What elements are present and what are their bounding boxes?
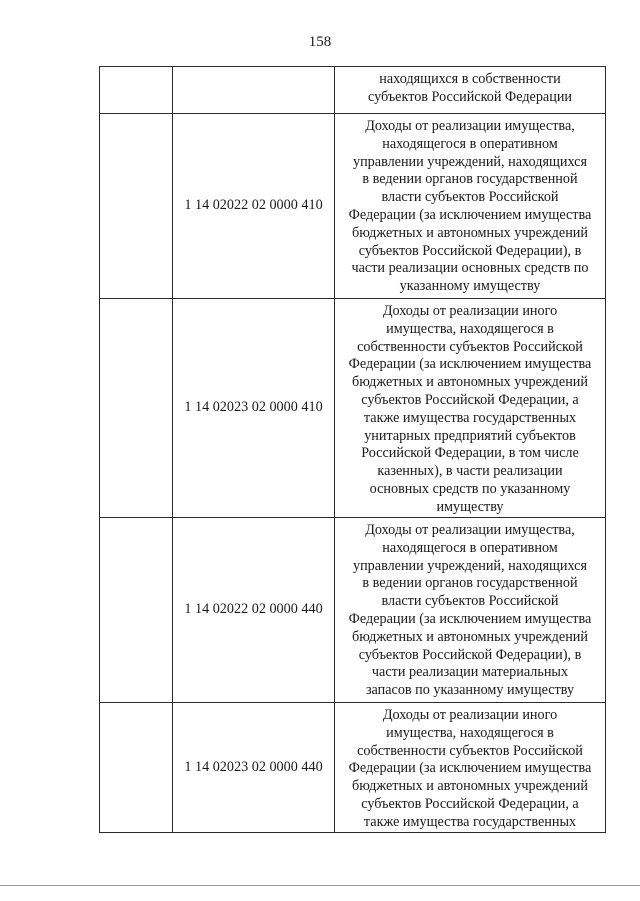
description-line: субъектов Российской Федерации), в	[358, 242, 582, 259]
table-row	[100, 114, 606, 299]
description-line: субъектов Российской Федерации), в	[358, 646, 582, 663]
description-line: указанному имуществу	[399, 278, 541, 295]
empty-cell	[100, 67, 173, 114]
description-line: управлении учреждений, находящихся	[353, 557, 587, 574]
description-line: находящихся в собственности	[379, 71, 561, 87]
description-line: Доходы от реализации имущества,	[365, 118, 575, 134]
description-line: также имущества государственных	[363, 409, 577, 426]
empty-cell	[100, 114, 173, 299]
empty-cell	[100, 299, 173, 518]
description-line: собственности субъектов Российской	[357, 338, 583, 355]
table-row	[100, 518, 606, 703]
description-line: части реализации основных средств по	[351, 260, 589, 277]
description-line: Доходы от реализации иного	[382, 303, 558, 319]
description-cell	[335, 703, 606, 833]
description-line: власти субъектов Российской	[381, 189, 559, 206]
bottom-divider	[0, 885, 640, 886]
description-line: Доходы от реализации имущества,	[365, 522, 575, 538]
code-cell: 1 14 02022 02 0000 440	[173, 518, 335, 703]
revenue-classification-table	[99, 66, 606, 833]
description-line: бюджетных и автономных учреждений	[352, 778, 588, 795]
description-line: Федерации (за исключением имущества	[348, 356, 592, 373]
table-row	[100, 703, 606, 833]
code-cell: 1 14 02022 02 0000 410	[173, 114, 335, 299]
description-line: субъектов Российской Федерации, а	[361, 391, 579, 408]
description-cell	[335, 67, 606, 114]
description-line: в ведении органов государственной	[362, 575, 578, 592]
description-line: Федерации (за исключением имущества	[348, 206, 592, 223]
description-cell	[335, 299, 606, 518]
description-line: находящегося в оперативном	[382, 539, 558, 556]
code-cell	[173, 67, 335, 114]
description-line: субъектов Российской Федерации, а	[361, 795, 579, 812]
code-cell: 1 14 02023 02 0000 410	[173, 299, 335, 518]
code-cell: 1 14 02023 02 0000 440	[173, 703, 335, 833]
empty-cell	[100, 518, 173, 703]
description-line: унитарных предприятий субъектов	[364, 427, 576, 444]
description-line: части реализации материальных	[371, 664, 569, 681]
description-line: Российской Федерации, в том числе	[361, 445, 579, 462]
description-line: управлении учреждений, находящихся	[353, 153, 587, 170]
description-line: находящегося в оперативном	[382, 135, 558, 152]
description-line: также имущества государственных	[363, 813, 577, 830]
description-cell	[335, 518, 606, 703]
description-line: основных средств по указанному	[369, 480, 571, 497]
description-line: субъектов Российской Федерации	[367, 88, 573, 105]
page-number: 158	[308, 34, 332, 50]
description-line: бюджетных и автономных учреждений	[352, 224, 588, 241]
description-line: казенных), в части реализации	[377, 463, 563, 480]
description-line: имущества, находящегося в	[386, 320, 554, 337]
table-row	[100, 299, 606, 518]
description-line: Федерации (за исключением имущества	[348, 610, 592, 627]
description-line: Доходы от реализации иного	[382, 707, 558, 723]
description-line: бюджетных и автономных учреждений	[352, 628, 588, 645]
description-cell	[335, 114, 606, 299]
table-row	[100, 67, 606, 114]
empty-cell	[100, 703, 173, 833]
description-line: имущества, находящегося в	[386, 724, 554, 741]
description-line: бюджетных и автономных учреждений	[352, 374, 588, 391]
description-line: запасов по указанному имуществу	[365, 682, 575, 699]
description-line: власти субъектов Российской	[381, 593, 559, 610]
description-line: имуществу	[436, 498, 504, 515]
description-line: собственности субъектов Российской	[357, 742, 583, 759]
description-line: в ведении органов государственной	[362, 171, 578, 188]
description-line: Федерации (за исключением имущества	[348, 760, 592, 777]
